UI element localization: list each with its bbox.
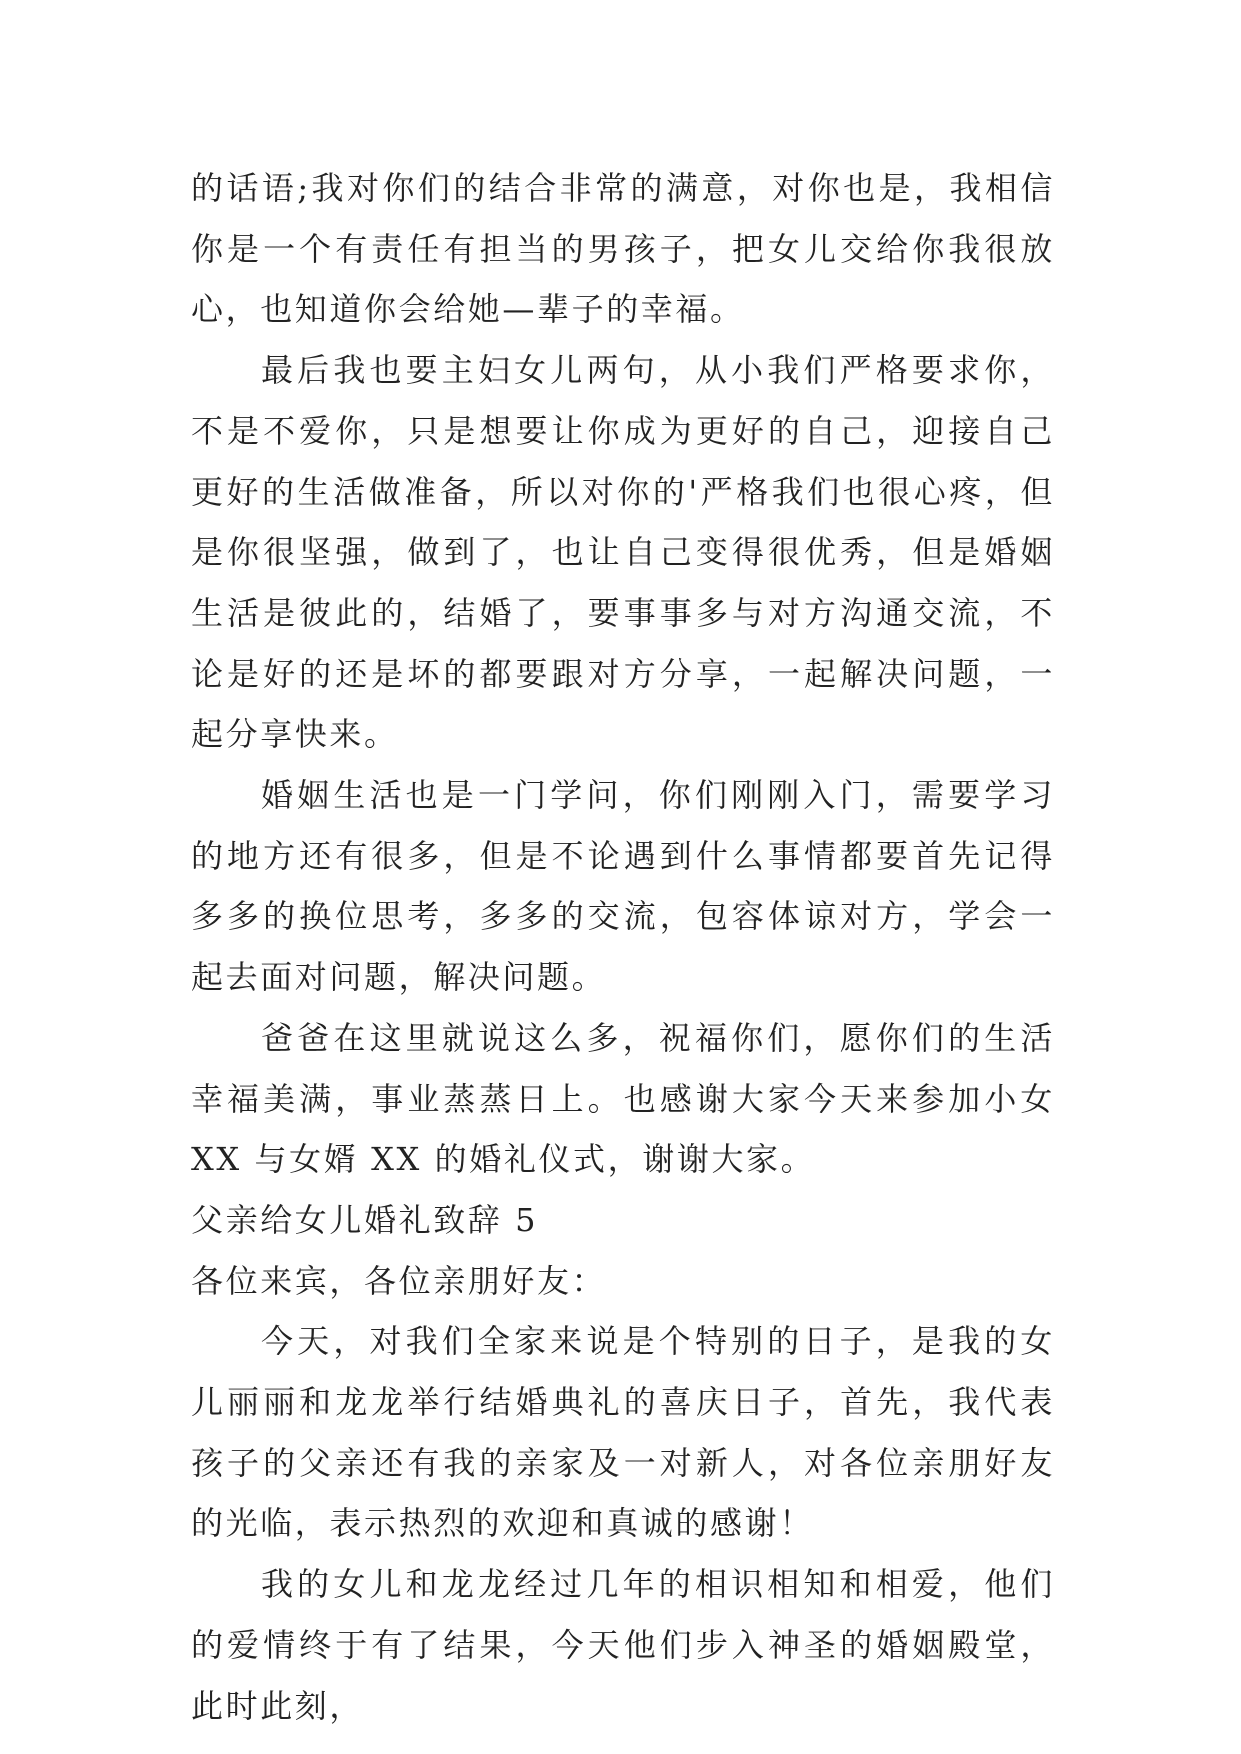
paragraph-advice-to-daughter: 最后我也要主妇女儿两句，从小我们严格要求你，不是不爱你，只是想要让你成为更好的自己，迎接自己更好的生活做准备，所以对你的'严格我们也很心疼，但是你很坚强，做到了，也让自己变得很优秀，但是婚姻生活是彼此的，结婚了，要事事多与对方沟通交流，不论是好的还是坏的都要跟对方分享，一起解决问题，一起分享快来。 bbox=[191, 351, 1055, 754]
paragraph-love-story: 我的女儿和龙龙经过几年的相识相知和相爱，他们的爱情终于有了结果，今天他们步入神圣的婚姻殿堂，此时此刻， bbox=[191, 1565, 1055, 1725]
salutation: 各位来宾，各位亲朋好友： bbox=[191, 1261, 607, 1300]
section-heading: 父亲给女儿婚礼致辞 5 bbox=[191, 1200, 539, 1239]
paragraph-closing-blessing: 爸爸在这里就说这么多，祝福你们，愿你们的生活幸福美满，事业蒸蒸日上。也感谢大家今天来参加小女 XX 与女婿 XX 的婚礼仪式，谢谢大家。 bbox=[191, 1018, 1055, 1179]
document-body bbox=[191, 158, 1055, 1736]
paragraph-marriage-life: 婚姻生活也是一门学问，你们刚刚入门，需要学习的地方还有很多，但是不论遇到什么事情都要首先记得多多的换位思考，多多的交流，包容体谅对方，学会一起去面对问题，解决问题。 bbox=[191, 776, 1055, 997]
paragraph-continuation: 的话语;我对你们的结合非常的满意，对你也是，我相信你是一个有责任有担当的男孩子，把女儿交给你我很放心，也知道你会给她—辈子的幸福。 bbox=[191, 169, 1055, 329]
paragraph-welcome: 今天，对我们全家来说是个特别的日子，是我的女儿丽丽和龙龙举行结婚典礼的喜庆日子，首先，我代表孩子的父亲还有我的亲家及一对新人，对各位亲朋好友的光临，表示热烈的欢迎和真诚的感谢！ bbox=[191, 1322, 1055, 1543]
